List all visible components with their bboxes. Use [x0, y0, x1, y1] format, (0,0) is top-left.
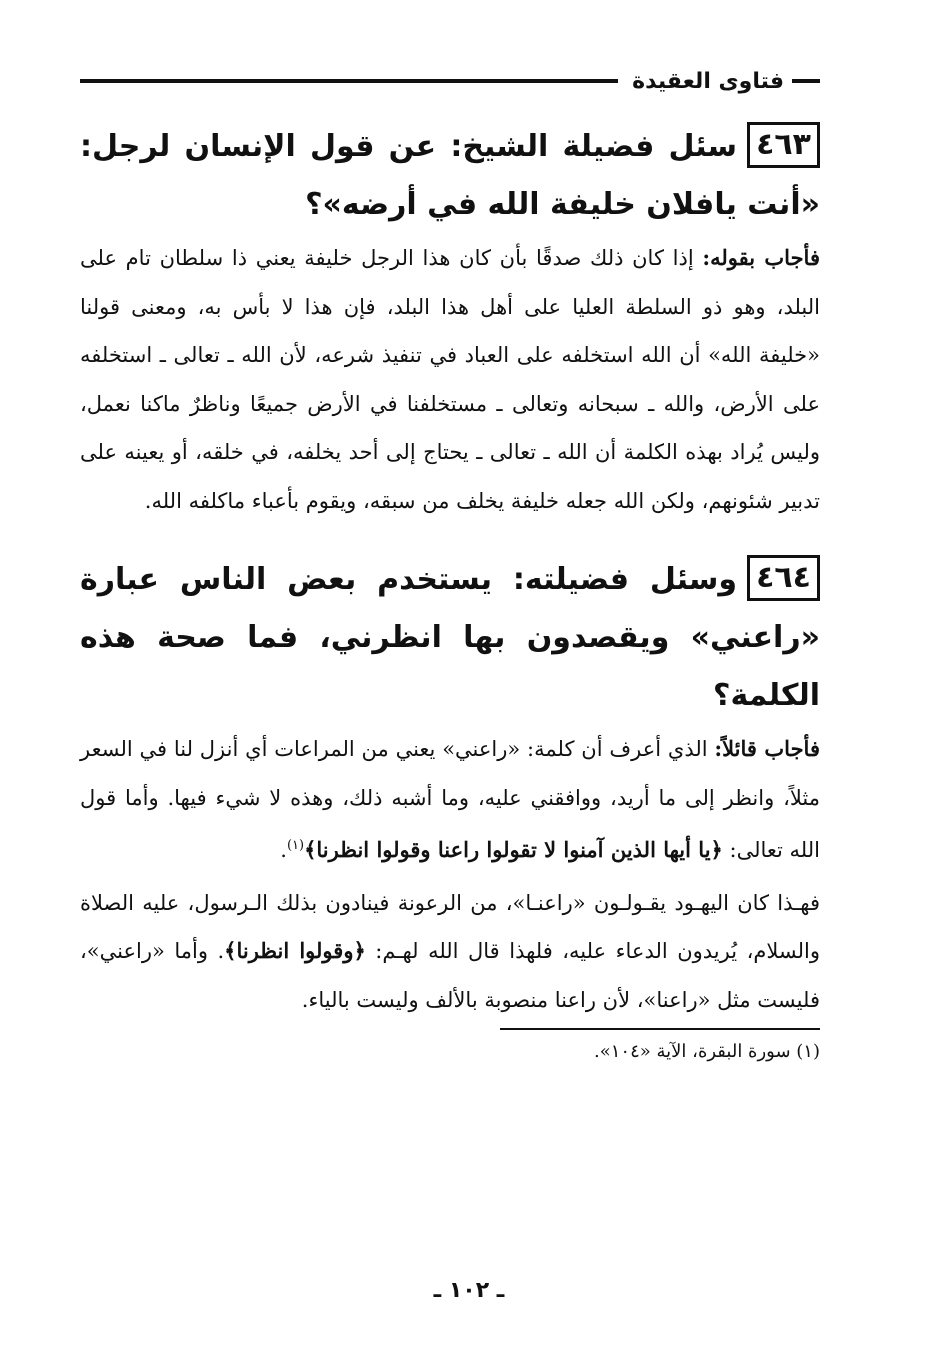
question-463-text: سئل فضيلة الشيخ: عن قول الإنسان لرجل: «أنت يافلان خليفة الله في أرضه»؟ [80, 129, 820, 222]
answer-464 [80, 725, 820, 875]
footnote-ref: (١) [286, 838, 305, 853]
quran-verse-2: ﴿وقولوا انظرنا﴾ [224, 938, 366, 963]
page-content [80, 58, 820, 1066]
answer-463-lead: فأجاب بقوله: [702, 245, 820, 270]
answer-463-text: إذا كان ذلك صدقًا بأن كان هذا الرجل خليفة يعني ذا سلطان تام على البلد، وهو ذو السلطة العليا على أهل هذا البلد، فإن هذا لا بأس به، ومعنى قولنا «خليفة الله» أن الله استخلفه على العباد في تنفيذ شرعه، لأن الله ـ تعالى ـ استخلفه على الأرض، والله ـ سبحانه وتعالى ـ مستخلفنا في الأرض جميعًا وناظرٌ ماكنا نعمل، وليس يُراد بهذه الكلمة أن الله ـ تعالى ـ يحتاج إلى أحد يخلفه، في خلقه، أو يعينه على تدبير شئونهم، ولكن الله جعله خليفة يخلف من سبقه، ويقوم بأعباء ماكلفه الله. [80, 246, 820, 513]
page-number: ـ ١٠٢ ـ [433, 1278, 505, 1303]
answer-464-paragraph-2 [80, 879, 820, 1025]
paragraph-2-text-a: فهـذا كان اليهـود يقـولـون «راعنـا»، من الرعونة فينادون بذلك الـرسول، عليه الصلاة والسلام، يُريدون الدعاء عليه، فلهذا قال الله لهـم: [80, 890, 821, 963]
question-463-number: ٤٦٣ [747, 122, 820, 168]
footnote-rule [500, 1028, 820, 1030]
question-464-title [80, 551, 820, 725]
question-464-text: وسئل فضيلته: يستخدم بعض الناس عبارة «راعني» ويقصدون بها انظرني، فما صحة هذه الكلمة؟ [80, 562, 820, 713]
answer-463 [80, 234, 820, 525]
question-464-number: ٤٦٤ [747, 555, 820, 601]
paragraph-2-text-b: . وأما «راعني»، فليست مثل «راعنا»، لأن راعنا منصوبة بالألف وليست بالياء. [80, 939, 820, 1012]
header-title: فتاوى العقيدة [632, 68, 784, 94]
running-header [80, 58, 820, 104]
header-rule-short [792, 79, 820, 83]
header-rule [80, 79, 618, 83]
footnote: (١) سورة البقرة، الآية «١٠٤». [594, 1040, 820, 1062]
quran-verse-1: ﴿يا أيها الذين آمنوا لا تقولوا راعنا وقولوا انظرنا﴾ [304, 837, 723, 862]
answer-464-text: الذي أعرف أن كلمة: «راعني» يعني من المراعات أي أنزل لنا في السعر مثلاً، وانظر إلى ما أريد، ووافقني عليه، وما أشبه ذلك، وهذه لا شيء فيها. وأما قول الله تعالى: [80, 737, 820, 862]
question-463-title [80, 118, 820, 234]
answer-464-lead: فأجاب قائلاً: [714, 736, 820, 761]
answer-464-end: . [280, 838, 287, 862]
